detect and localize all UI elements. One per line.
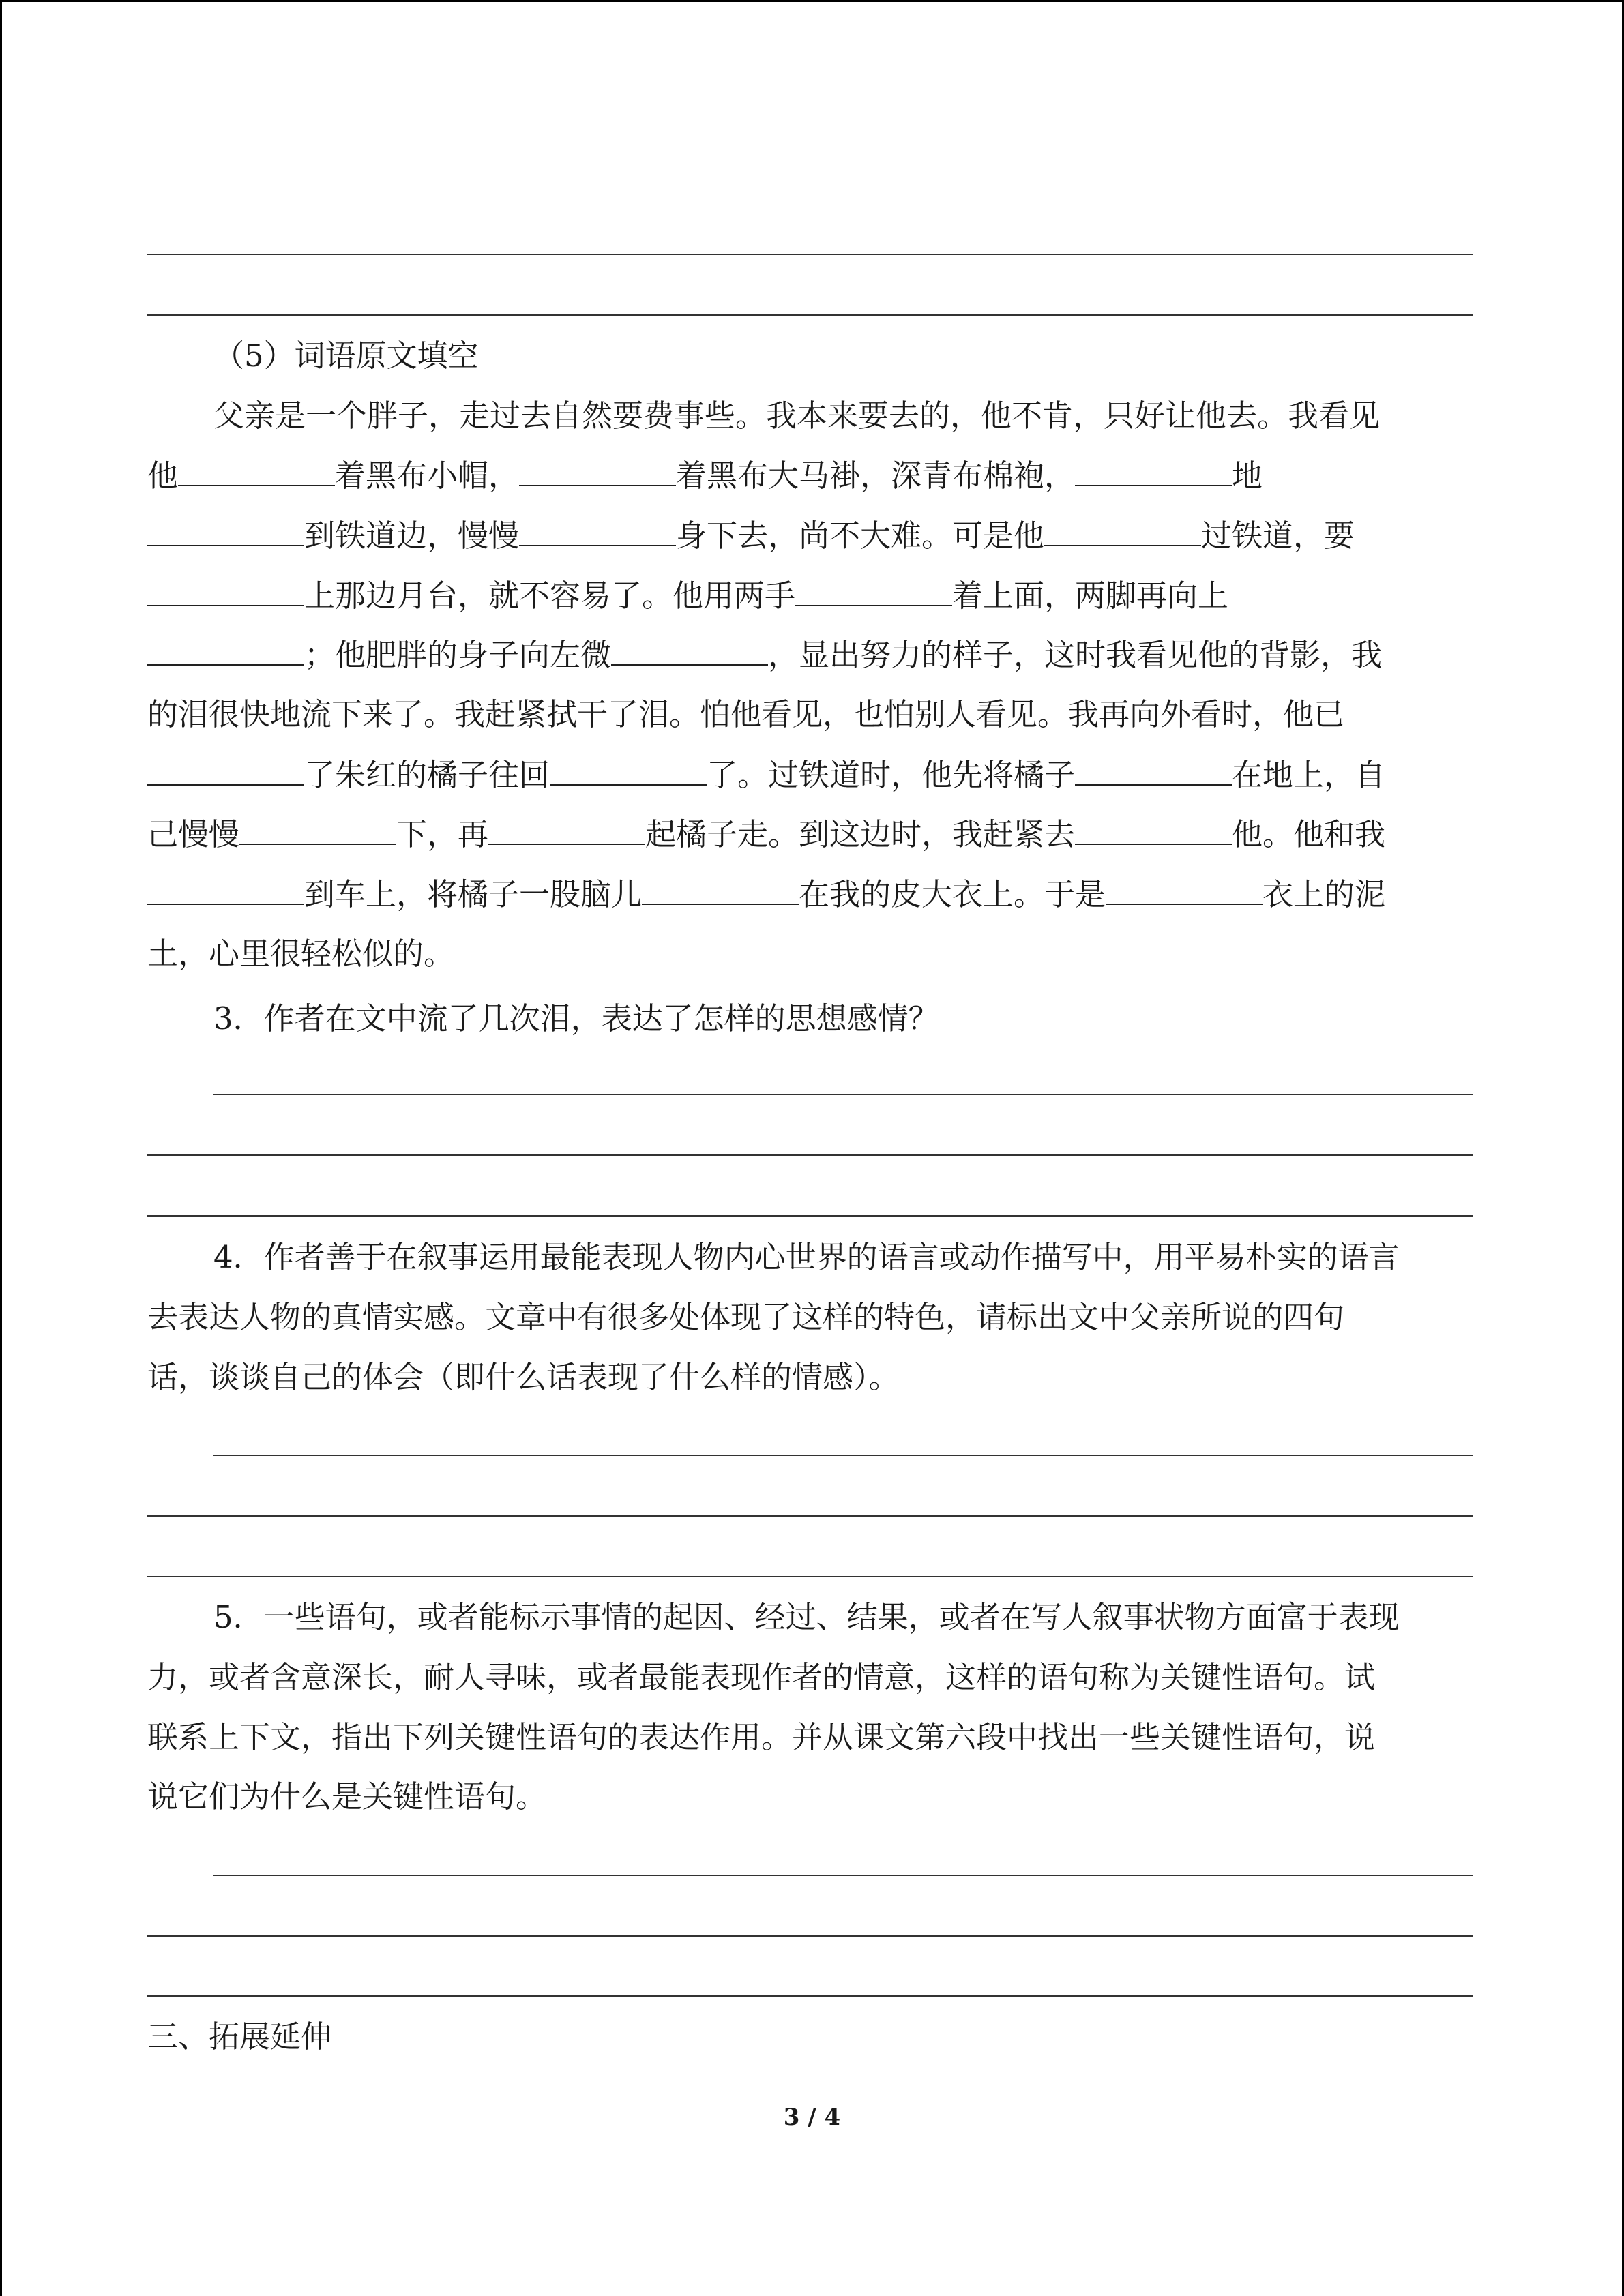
passage-line: 他 着黑布小帽， 着黑布大马褂，深青布棉袍， 地 [147,455,1473,496]
answer-line[interactable] [147,254,1473,255]
passage-line: 土，心里很轻松似的。 [147,936,455,972]
question-5-line: 力，或者含意深长，耐人寻味，或者最能表现作者的情意，这样的语句称为关键性语句。试 [147,1659,1376,1695]
fill-blank[interactable] [178,455,335,486]
passage-line: 父亲是一个胖子，走过去自然要费事些。我本来要去的，他不肯，只好让他去。我看见 [213,398,1381,434]
fill-blank[interactable] [147,515,304,546]
section-3-heading: 三、拓展延伸 [147,2018,332,2055]
page-border-top [0,0,1624,2]
passage-line: 己慢慢 下，再 起橘子走。到这边时，我赶紧去 他。他和我 [147,814,1473,855]
question-4-line: 去表达人物的真情实感。文章中有很多处体现了这样的特色，请标出文中父亲所说的四句 [147,1299,1345,1335]
question-4-line: 4．作者善于在叙事运用最能表现人物内心世界的语言或动作描写中，用平易朴实的语言 [213,1239,1400,1275]
fill-blank[interactable] [1075,754,1232,786]
fill-blank[interactable] [1106,874,1263,905]
fill-blank[interactable] [147,874,304,905]
answer-line[interactable] [147,1215,1473,1217]
fill-blank[interactable] [147,754,304,786]
answer-line[interactable] [213,1094,1473,1095]
fill-blank[interactable] [611,634,768,666]
passage-line: ；他肥胖的身子向左微 ，显出努力的样子，这时我看见他的背影，我 [147,634,1473,676]
fill-blank[interactable] [1075,455,1232,486]
fill-blank[interactable] [147,634,304,666]
fill-blank[interactable] [519,455,676,486]
passage-line: 了朱红的橘子往回 了。过铁道时，他先将橘子 在地上，自 [147,754,1473,796]
passage-line: 到车上，将橘子一股脑儿 在我的皮大衣上。于是 衣上的泥 [147,874,1473,915]
answer-line[interactable] [147,1935,1473,1937]
answer-line[interactable] [147,1515,1473,1517]
fill-blank[interactable] [239,814,396,845]
passage-line: 的泪很快地流下来了。我赶紧拭干了泪。怕他看见，也怕别人看见。我再向外看时，他已 [147,696,1345,732]
question-5-line: 联系上下文，指出下列关键性语句的表达作用。并从课文第六段中找出一些关键性语句，说 [147,1719,1376,1755]
answer-line[interactable] [147,314,1473,316]
fill-blank[interactable] [147,575,304,606]
answer-line[interactable] [213,1455,1473,1456]
page-number: 3 / 4 [783,2104,841,2131]
passage-line: 到铁道边，慢慢 身下去，尚不大难。可是他 过铁道，要 [147,515,1473,556]
question-5-line: 说它们为什么是关键性语句。 [147,1778,547,1815]
section-5-heading: （5）词语原文填空 [213,338,479,374]
page-border-left [0,0,2,2296]
answer-line[interactable] [147,1995,1473,1997]
passage-line: 上那边月台，就不容易了。他用两手 着上面，两脚再向上 [147,575,1473,616]
answer-line[interactable] [147,1576,1473,1577]
question-5-line: 5．一些语句，或者能标示事情的起因、经过、结果，或者在写人叙事状物方面富于表现 [213,1599,1400,1635]
answer-line[interactable] [147,1154,1473,1156]
fill-blank[interactable] [488,814,645,845]
fill-blank[interactable] [1075,814,1232,845]
answer-line[interactable] [213,1875,1473,1876]
question-3: 3．作者在文中流了几次泪，表达了怎样的思想感情？ [213,1000,939,1037]
fill-blank[interactable] [795,575,952,606]
question-4-line: 话，谈谈自己的体会（即什么话表现了什么样的情感）。 [147,1359,900,1395]
fill-blank[interactable] [1044,515,1201,546]
fill-blank[interactable] [519,515,676,546]
fill-blank[interactable] [642,874,799,905]
fill-blank[interactable] [550,754,707,786]
